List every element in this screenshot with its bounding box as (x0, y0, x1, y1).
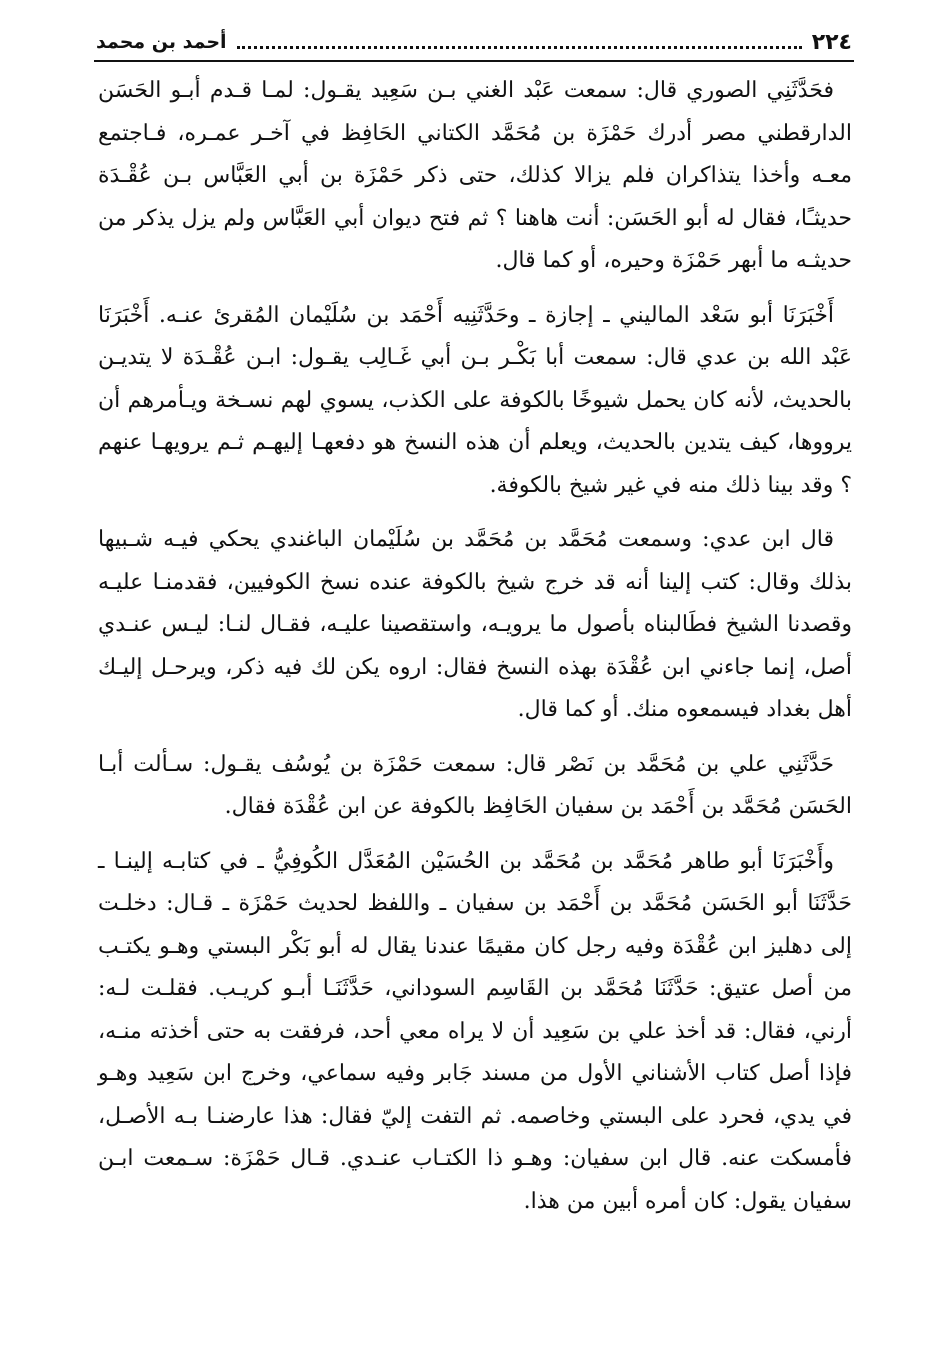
header-leader-dots (237, 36, 802, 49)
header-rule (94, 60, 854, 62)
paragraph: فحَدَّثَنِي الصوري قال: سمعت عَبْد الغني بـن سَعِيد يقـول: لمـا قـدم أبـو الحَسَن الدارقطني مصر أدرك حَمْزَة بن مُحَمَّد الكتاني الحَافِظ في آخـر عمـره، فـاجتمع معـه وأخذا يتذاكران فلم يزالا كذلك، حتى ذكر حَمْزَة بن أبي العَبَّاس بـن عُقْـدَة حديثـًا، فقال له أبو الحَسَن: أنت هاهنا ؟ ثم فتح ديوان أبي العَبَّاس ولم يزل يذكر من حديثـه ما أبهر حَمْزَة وحيره، أو كما قال. (98, 78, 853, 273)
paragraph: قال ابن عدي: وسمعت مُحَمَّد بن مُحَمَّد بن سُلَيْمان الباغندي يحكي فيـه شـبيها بذلك وقال: كتب إلينا أنه قد خرج شيخ بالكوفة عنده نسخ الكوفيين، فقدمنـا عليـه وقصدنا الشيخ فطَالبناه بأصول ما يرويـه، واستقصينا عليـه، فقـال لنـا: ليـس عنـدي أصل، إنما جاءني ابن عُقْدَة بهذه النسخ فقال: اروه يكن لك فيه ذكر، ويرحـل إليـك أهل بغداد فيسمعوه منك. أو كما قال. (98, 527, 852, 722)
paragraph: أَخْبَرَنَا أبو سَعْد الماليني ـ إجازة ـ وحَدَّثَنِيه أَحْمَد بن سُلَيْمان المُقرئ عنـه. أَخْبَرَنَا عَبْد الله بن عدي قال: سمعت أبا بَكْـر بـن أبي غَـالِب يقـول: ابـن عُقْـدَة لا يتديـن بالحديث، لأنه كان يحمل شيوخًا بالكوفة على الكذب، يسوي لهم نسـخة ويـأمرهم أن يرووها، كيف يتدين بالحديث، ويعلم أن هذه النسخ هو دفعهـا إليهـم ثـم يرويهـا عنهم ؟ وقد بينا ذلك منه في غير شيخ بالكوفة. (98, 302, 852, 498)
body-text (98, 70, 852, 1223)
paragraph: وأَخْبَرَنَا أبو طاهر مُحَمَّد بن مُحَمَّد بن الحُسَيْن المُعَدَّل الكُوفِيُّ ـ في كتابـه إلينـا ـ حَدَّثَنَا أبو الحَسَن مُحَمَّد بن أَحْمَد بن سفيان ـ واللفظ لحديث حَمْزَة ـ قـال: دخلـت إلى دهليز ابن عُقْدَة وفيه رجل كان مقيمًا عندنا يقال له أبو بَكْر البستي وهـو يكتـب من أصل عتيق: حَدَّثَنَا مُحَمَّد بن القَاسِم السوداني، حَدَّثَنَـا أبـو كريـب. فقلـت لـه: أرني، فقال: قد أخذ علي بن سَعِيد أن لا يراه معي أحد، فرفقت به حتى أخذته منـه، فإذا أصل كتاب الأشناني الأول من مسند جَابر وفيه سماعي، وخرج ابن سَعِيد وهـو في يدي، فحرد على البستي وخاصمه. ثم التفت إليّ فقال: هذا عارضنـا بـه الأصـل، فأمسكت عنه. قال ابن سفيان: وهـو ذا الكتـاب عنـدي. قـال حَمْزَة: سـمعت ابـن سفيان يقول: كان أمره أبين من هذا. (98, 848, 852, 1214)
page-header (96, 26, 852, 58)
page-number: ٢٢٤ (811, 29, 852, 55)
running-head: أحمد بن محمد (96, 31, 227, 53)
paragraph: حَدَّثَنِي علي بن مُحَمَّد بن نَصْر قال: سمعت حَمْزَة بن يُوسُف يقـول: سـألت أبـا الحَسَن مُحَمَّد بن أَحْمَد بن سفيان الحَافِظ بالكوفة عن ابن عُقْدَة فقال. (98, 751, 852, 819)
